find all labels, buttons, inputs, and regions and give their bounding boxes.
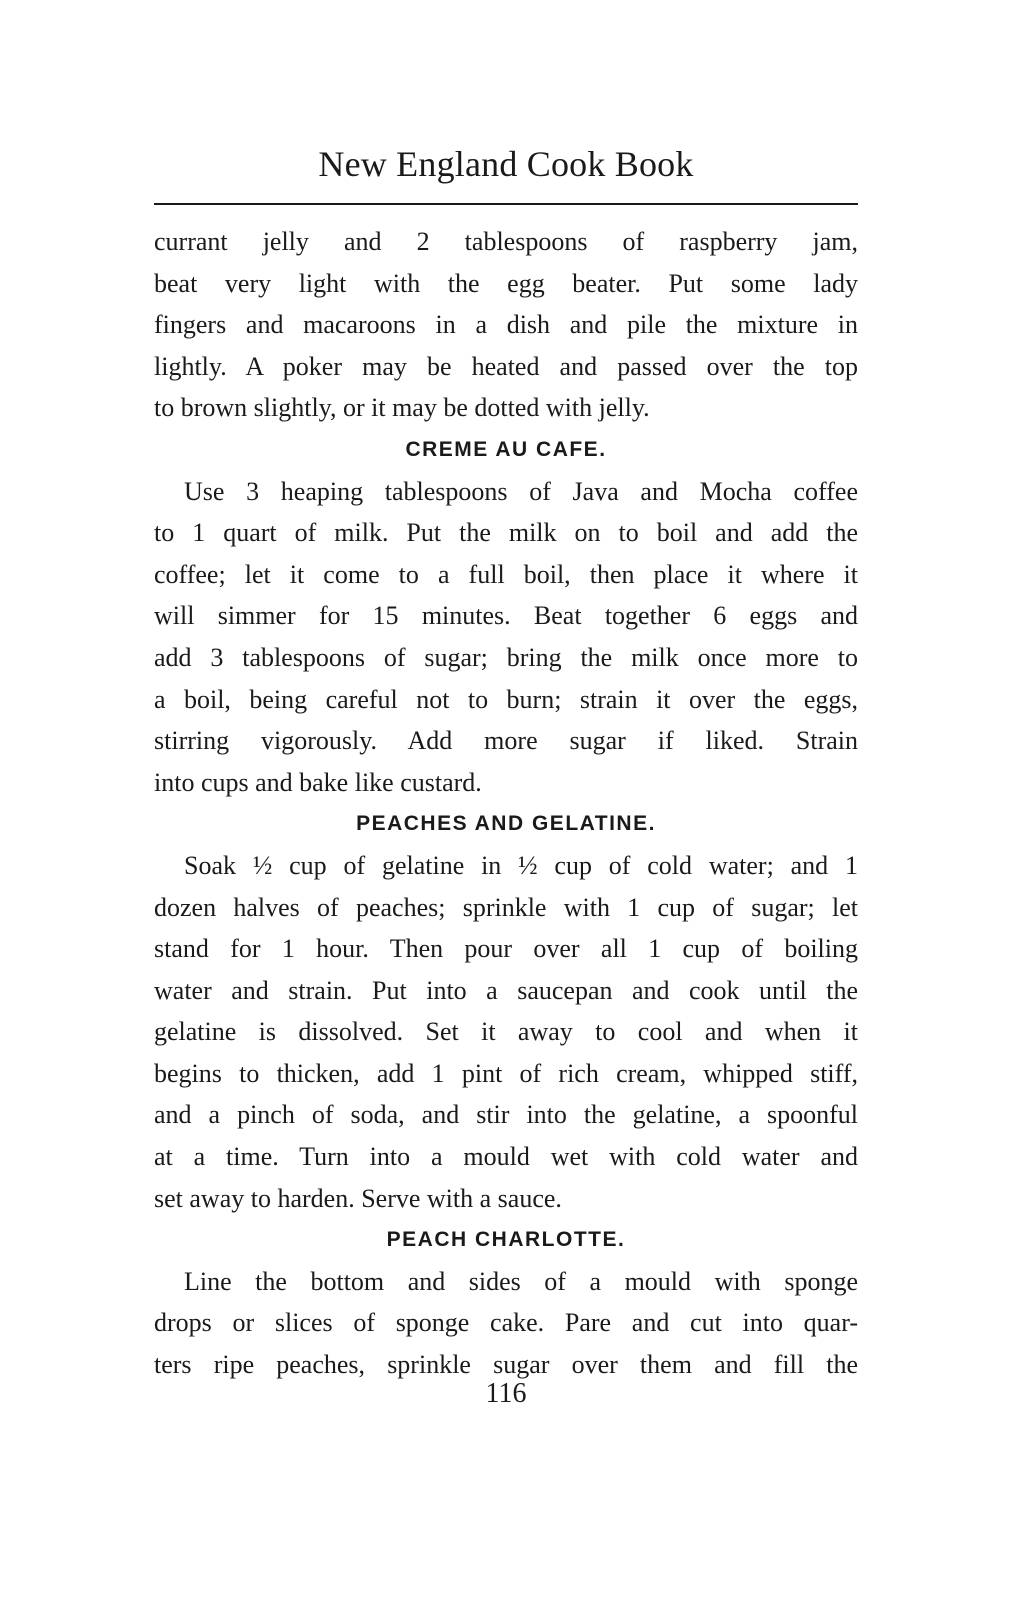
text-line: currant jelly and 2 tablespoons of raspberry jam, [154, 227, 858, 256]
text-line: fingers and macaroons in a dish and pile the mixture in [154, 310, 858, 340]
text-line: will simmer for 15 minutes. Beat together 6 eggs and [154, 601, 858, 631]
text-line: Use 3 heaping tablespoons of Java and Mocha coffee [184, 476, 858, 506]
text-line: lightly. A poker may be heated and passed over the top [154, 351, 858, 381]
continuation-paragraph [154, 221, 858, 429]
recipe-paragraph-peach-charlotte [154, 1261, 858, 1386]
text-line: Soak ½ cup of gelatine in ½ cup of cold water; and 1 [184, 850, 858, 880]
recipe-heading-peaches-and-gelatine: PEACHES AND GELATINE. [356, 812, 656, 836]
running-head: New England Cook Book [318, 144, 694, 184]
text-line: drops or slices of sponge cake. Pare and cut into quar- [154, 1308, 858, 1338]
text-line: to 1 quart of milk. Put the milk on to boil and add the [154, 518, 858, 548]
text-line: at a time. Turn into a mould wet with cold water and [154, 1142, 858, 1172]
text-line: water and strain. Put into a saucepan and cook until the [154, 975, 858, 1005]
text-line: coffee; let it come to a full boil, then place it where it [154, 559, 858, 589]
text-line: a boil, being careful not to burn; strain it over the eggs, [154, 684, 858, 714]
text-line: ters ripe peaches, sprinkle sugar over them and fill the [154, 1350, 858, 1380]
text-line: and a pinch of soda, and stir into the gelatine, a spoonful [154, 1100, 858, 1130]
text-line: dozen halves of peaches; sprinkle with 1 cup of sugar; let [154, 892, 858, 922]
header-rule [154, 203, 858, 205]
text-line: set away to harden. Serve with a sauce. [154, 1183, 562, 1213]
text-line: beat very light with the egg beater. Put some lady [154, 268, 858, 298]
text-line: stirring vigorously. Add more sugar if liked. Strain [154, 726, 858, 756]
recipe-paragraph-creme-au-cafe [154, 471, 858, 804]
text-line: Line the bottom and sides of a mould with sponge [184, 1266, 858, 1296]
text-line: add 3 tablespoons of sugar; bring the milk once more to [154, 642, 858, 672]
recipe-heading-peach-charlotte: PEACH CHARLOTTE. [386, 1228, 626, 1252]
recipe-paragraph-peaches-and-gelatine [154, 845, 858, 1219]
book-page [154, 0, 858, 1600]
text-line: into cups and bake like custard. [154, 767, 482, 797]
page-number: 116 [485, 1378, 527, 1409]
text-line: begins to thicken, add 1 pint of rich cream, whipped stiff, [154, 1058, 858, 1088]
text-line: to brown slightly, or it may be dotted with jelly. [154, 393, 650, 423]
body-text [154, 221, 858, 1386]
text-line: stand for 1 hour. Then pour over all 1 cup of boiling [154, 934, 858, 964]
recipe-heading-creme-au-cafe: CREME AU CAFE. [405, 437, 607, 461]
text-line: gelatine is dissolved. Set it away to cool and when it [154, 1017, 858, 1047]
